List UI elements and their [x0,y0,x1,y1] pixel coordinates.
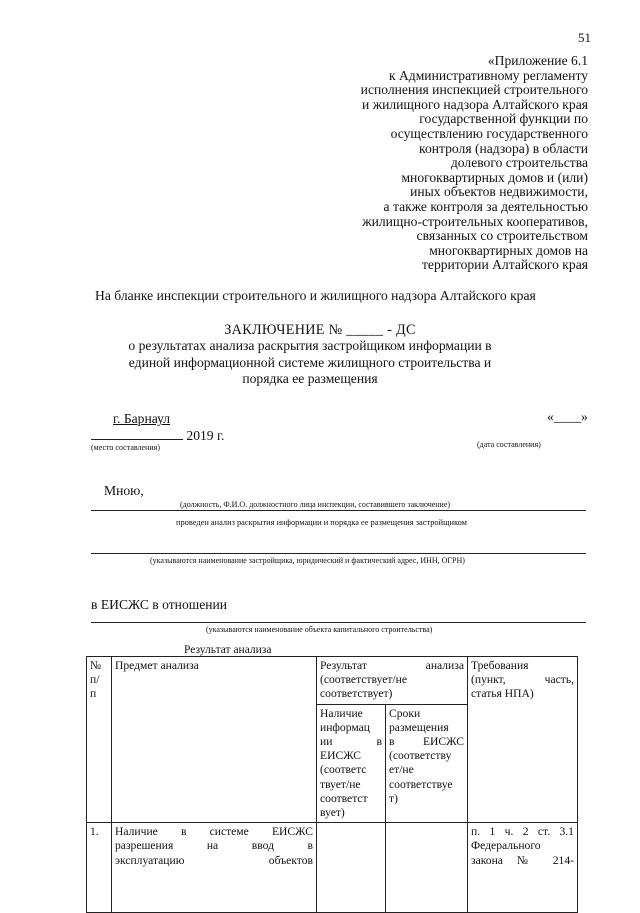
subject-word: в [307,839,313,853]
place-city: г. Барнаул [113,411,171,426]
letterhead-note: На бланке инспекции строительного и жилищного надзора Алтайского края [95,288,536,303]
header-requirements [468,657,578,823]
header-req-word: часть, [544,673,574,687]
page-number: 51 [578,30,591,45]
subject-word: на [206,839,219,853]
subject-word: Наличие [115,825,158,839]
place-blank [91,427,183,440]
appendix-line: «Приложение 6.1 [487,53,588,68]
row-terms [386,823,468,913]
appendix-line: долевого строительства [450,155,588,171]
inspector-caption: (должность, Ф.И.О. должностного лица инспекции, составившего заключение) [180,500,451,509]
req-word: 2 [522,825,529,839]
analysis-statement: проведен анализ раскрытия информации и порядка ее размещения застройщиком [176,518,467,527]
appendix-line: и жилищного надзора Алтайского края [362,96,588,112]
row-requirements [468,823,578,913]
terms-line: ет/не [389,763,414,777]
presence-line: соответст [320,791,368,805]
appendix-line: территории Алтайского края [421,257,588,273]
appendix-line: государственной функции по [419,111,588,127]
header-result-line: (соответствует/не [320,673,407,687]
req-word: ст. [537,825,551,839]
header-req-line: статья НПА) [471,687,534,701]
appendix-line: иных объектов недвижимости, [410,184,588,200]
req-word: 1 [489,825,496,839]
req-word: 214- [552,853,575,867]
date-field: «____» [547,409,588,424]
header-result-word: анализа [425,659,464,672]
presence-line: Наличие [320,706,363,720]
result-title: Результат анализа [184,644,272,656]
document-subtitle [75,338,545,388]
appendix-line: а также контроля за деятельностью [383,198,588,214]
subject-word: эксплуатацию [115,853,185,867]
presence-line: информац [320,720,370,734]
subject-word: объектов [268,853,313,867]
appendix-line: контроля (надзора) в области [419,140,588,156]
presence-line: ЕИСЖС [320,749,362,763]
req-word: ч. [504,825,514,839]
table-header-row [87,657,578,705]
header-terms [386,704,468,823]
subject-word: ввод [251,839,274,853]
subtitle-line: о результатах анализа раскрытия застройщиком информации в [128,338,492,353]
header-result-word: Результат [320,659,367,672]
terms-line: т) [389,791,398,805]
presence-line: вует) [320,806,345,820]
inspector-line [91,510,586,511]
terms-line: размещения [389,720,449,734]
header-presence [317,704,386,823]
header-num-line: № [90,659,102,672]
developer-line [91,553,586,554]
subject-word: ЕИСЖС [271,825,313,839]
year-line [91,427,224,444]
table-row [87,823,578,913]
appendix-line: многоквартирных домов на [429,242,588,258]
object-line [91,622,586,623]
document-title: ЗАКЛЮЧЕНИЕ № _____ - ДС [224,322,416,338]
year: 2019 г. [186,428,225,443]
terms-line: Сроки [389,706,421,720]
place-caption: (место составления) [91,443,160,452]
date-caption: (дата составления) [477,440,541,449]
subject-word: разрешения [115,839,174,853]
subtitle-line: порядка ее размещения [242,371,378,386]
presence-word: в [376,735,382,749]
header-req-line: Требования [471,659,529,672]
req-line: Федерального [471,839,541,853]
row-presence [317,823,386,913]
terms-word: ЕИСЖС [422,735,464,749]
header-req-word: (пункт, [471,673,506,687]
presence-line: (соответс [320,763,367,777]
subtitle-line: единой информационной системе жилищного строительства и [128,354,492,370]
header-result [317,657,468,705]
analysis-table [86,656,578,913]
appendix-line: жилищно-строительных кооперативов, [362,213,588,229]
row-subject [112,823,317,913]
row-num: 1. [87,823,112,913]
presence-line: твует/не [320,777,361,791]
subject-word: в [180,825,187,839]
terms-line: соответствуе [389,777,453,791]
presence-word: ии [320,735,333,749]
header-result-line: соответствует) [320,687,393,701]
header-num [87,657,112,823]
appendix-line: осуществлению государственного [390,125,588,141]
appendix-line: исполнения инспекцией строительного [360,82,588,98]
req-word: № [516,853,539,867]
appendix-header [288,54,588,273]
inspector-lead: Мною, [104,483,144,498]
object-lead: в ЕИСЖС в отношении [91,597,228,612]
appendix-line: связанных со строительством [416,228,588,244]
req-word: 3.1 [559,825,574,839]
object-caption: (указываются наименование объекта капитального строительства) [206,625,433,634]
header-num-line: п [90,687,97,701]
terms-word: в [389,735,395,749]
req-word: закона [471,853,503,867]
appendix-line: к Административному регламенту [388,67,588,83]
req-word: п. [471,825,481,839]
header-num-line: п/ [90,673,100,687]
developer-caption: (указываются наименование застройщика, юридический и фактический адрес, ИНН, ОГРН) [150,556,465,565]
header-subject: Предмет анализа [112,657,317,823]
appendix-line: многоквартирных домов и (или) [401,169,588,185]
subject-word: системе [209,825,249,839]
terms-line: (соответству [389,749,452,763]
